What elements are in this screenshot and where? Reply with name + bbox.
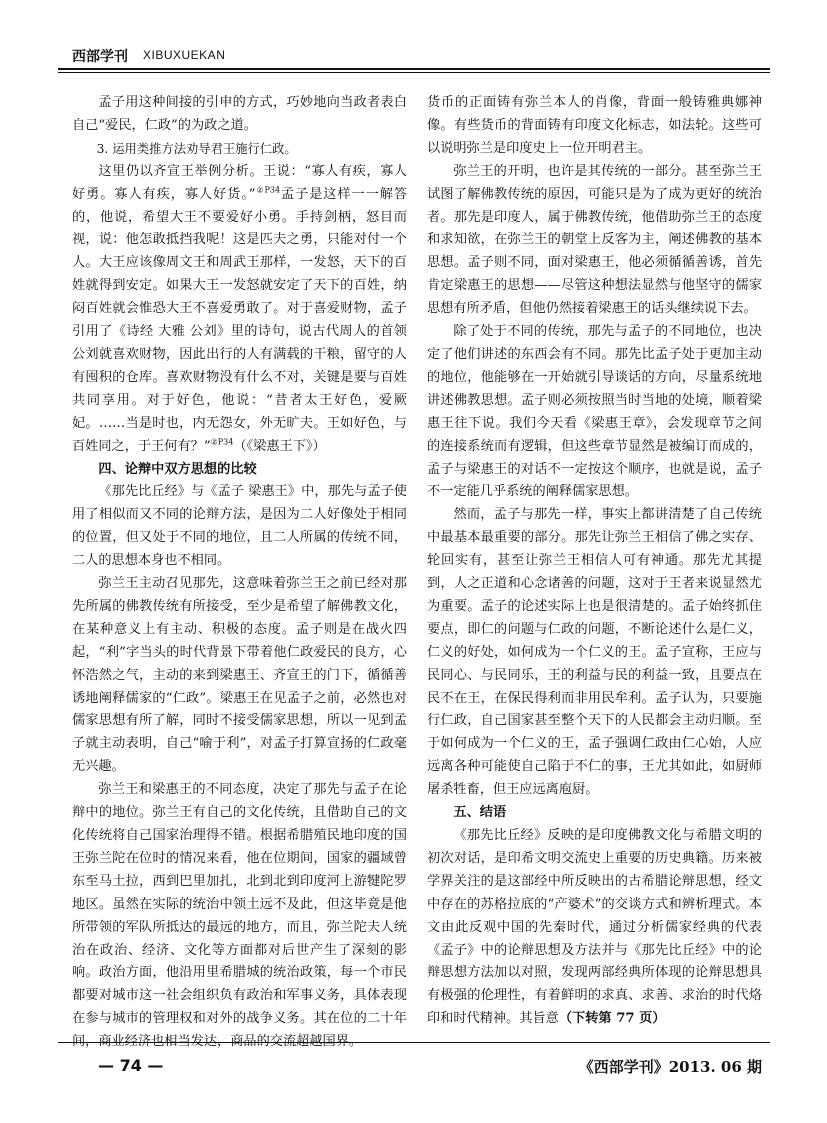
header-rule xyxy=(58,68,770,70)
subheading-3: 3. 运用类推方法劝导君王施行仁政。 xyxy=(96,141,297,156)
paragraph: 弥兰王主动召见那先，这意味着弥兰王之前已经对那先所属的佛教传统有所接受，至少是希望了解佛教文化，在某种意义上有主动、积极的态度。孟子则是在战火四起，“利”字当头的时代背景下带着他仁政爱民的良方，心怀浩然之气，主动的来到梁惠王、齐宣王的门下，循循善诱地阐释儒家的“仁政”。梁惠王在见孟子之前，必然也对儒家思想有所了解，同时不接受儒家思想，所以一见到孟子就主动表明，自己“喻于利”，对孟子打算宣扬的仁政毫无兴趣。 xyxy=(72,576,407,775)
paragraph: 《那先比丘经》反映的是印度佛教文化与希腊文明的初次对话，是印希文明交流史上重要的历史典籍。历来被学界关注的是这部经中所反映出的古希腊论辩思想，经文中存在的苏格拉底的“产婆术”的交谈方式和辨析理式。本文由此反观中国的先秦时代，通过分析儒家经典的代表《孟子》中的论辩思想及方法并与《那先比丘经》中的论辩思想方法加以对照，发现两部经典所体现的论辩思想具有极强的伦理性，有着鲜明的求真、求善、求治的时代烙印和时代精神。其旨意（下转第 77 页） xyxy=(427,828,762,1027)
paragraph: 弥兰王和梁惠王的不同态度，决定了那先与孟子在论辩中的地位。弥兰王有自己的文化传统，且借助自己的文化传统将自己国家治理得不错。根据希腊殖民地印度的国王弥兰陀在位时的情况来看，他在位期间，国家的疆域曾东至马土拉，西到巴里加扎，北到北到印度河上游犍陀罗地区。虽然在实际的统治中领土远不及此，但这毕竟是他所带领的军队所抵达的最远的地方，而且，弥兰陀夫人统治在政治、经济、文化等方面都对后世产生了深刻的影响。政治方面，他沿用里希腊城的统治政策，每一个市民都要对城市这一社会组织负有政治和军事义务，具体表现在参与城市的管理权和对外的战争义务。其在位的二十年间，商业经济也相当发达，商品的交流超越国界。 xyxy=(72,782,407,1050)
section-heading-5: 五、结语 xyxy=(453,805,507,821)
journal-issue: 《西部学刊》2013. 06 期 xyxy=(578,1058,762,1076)
footer-rule xyxy=(58,1042,770,1043)
paragraph: 《那先比丘经》与《孟子 梁惠王》中，那先与孟子使用了相似而又不同的论辩方法，是因为二人好像处于相同的位置，但又处于不同的地位，且二人所属的传统不同，二人的思想本身也不相同。 xyxy=(72,484,407,569)
paragraph: 货币的正面铸有弥兰本人的肖像，背面一般铸雅典娜神像。有些货币的背面铸有印度文化标志，如法轮。这些可以说明弥兰是印度史上一位开明君主。 xyxy=(427,95,762,156)
section-heading-4: 四、论辩中双方思想的比较 xyxy=(98,461,257,477)
citation-ref: ②P34 xyxy=(255,185,281,195)
journal-name: 西部学刊 xyxy=(72,49,128,65)
journal-pinyin: XIBUXUEKAN xyxy=(143,48,226,62)
left-column xyxy=(72,92,407,1054)
citation-ref: ②P34 xyxy=(210,437,234,447)
paragraph: 孟子用这种间接的引申的方式，巧妙地向当政者表白自己“爱民，仁政”的为政之道。 xyxy=(72,95,407,133)
paragraph: 然而，孟子与那先一样，事实上都讲清楚了自己传统中最基本最重要的部分。那先让弥兰王相信了佛之实存、轮回实有，甚至让弥兰王相信人可有神通。那先尤其提到，人之正道和心念诸善的问题，这对于王者来说显然尤为重要。孟子的论述实际上也是很清楚的。孟子始终抓住要点，即仁的问题与仁政的问题，不断论述什么是仁义，仁义的好处，如何成为一个仁义的王。孟子宣称，王应与民同心、与民同乐，王的利益与民的利益一致，且要点在民不在王，在保民得利而非用民牟利。孟子认为，只要施行仁政，自己国家甚至整个天下的人民都会主动归顺。至于如何成为一个仁义的王，孟子强调仁政由仁心始，人应远离各种可能使自己陷于不仁的事，王尤其如此，如厨师屠杀牲畜，但王应远离庖厨。 xyxy=(427,507,762,798)
continuation-note: （下转第 77 页） xyxy=(558,1011,666,1027)
paragraph: 弥兰王的开明，也许是其传统的一部分。甚至弥兰王试图了解佛教传统的原因，可能只是为了成为更好的统治者。那先是印度人，属于佛教传统，他借助弥兰王的态度和求知欲，在弥兰王的朝堂上反客为主，阐述佛教的基本思想。孟子则不同，面对梁惠王，他必须循循善诱，首先肯定梁惠王的思想——尽管这种想法显然与他坚守的儒家思想有所矛盾，但他仍然接着梁惠王的话头继续说下去。 xyxy=(427,163,762,317)
page-number: — 74 — xyxy=(98,1056,164,1075)
page-header xyxy=(58,40,770,70)
paragraph: 这里仍以齐宣王举例分析。王说：“寡人有疾，寡人好勇。寡人有疾，寡人好货。”$^{②P34}$孟子是这样一一解答的，他说，希望大王不要爱好小勇。手持剑柄，怒目而视，说：他怎敢抵挡我呢！这是匹夫之勇，只能对付一个人。大王应该像周文王和周武王那样，一发怒，天下的百姓就得到安定。如果大王一发怒就安定了天下的百姓，纳闷百姓就会惟恐大王不喜爱勇敢了。对于喜爱财物，孟子引用了《诗经 大雅 公刘》里的诗句，说古代周人的首领公刘就喜欢财物，因此出行的人有满载的干粮，留守的人有囤积的仓库。喜欢财物没有什么不对，关键是要与百姓共同享用。对于好色，他说：“昔者太王好色，爱厥妃。……当是时也，内无怨女，外无旷夫。王如好色，与百姓同之，于王何有？”$^{②P34}$（《梁惠王下》） xyxy=(72,163,408,454)
right-column xyxy=(427,92,762,1031)
paragraph: 除了处于不同的传统，那先与孟子的不同地位，也决定了他们讲述的东西会有不同。那先比孟子处于更加主动的地位，他能够在一开始就引导谈话的方向，尽量系统地讲述佛教思想。孟子则必须按照当时当地的处境，顺着梁惠王往下说。我们今天看《梁惠王章》，会发现章节之间的连接系统而有逻辑，但这些章节显然是被编订而成的，孟子与梁惠王的对话不一定按这个顺序，也就是说，孟子不一定能几乎系统的阐释儒家思想。 xyxy=(427,324,762,500)
header-rule-thin xyxy=(58,72,770,73)
page-footer xyxy=(58,1042,770,1082)
